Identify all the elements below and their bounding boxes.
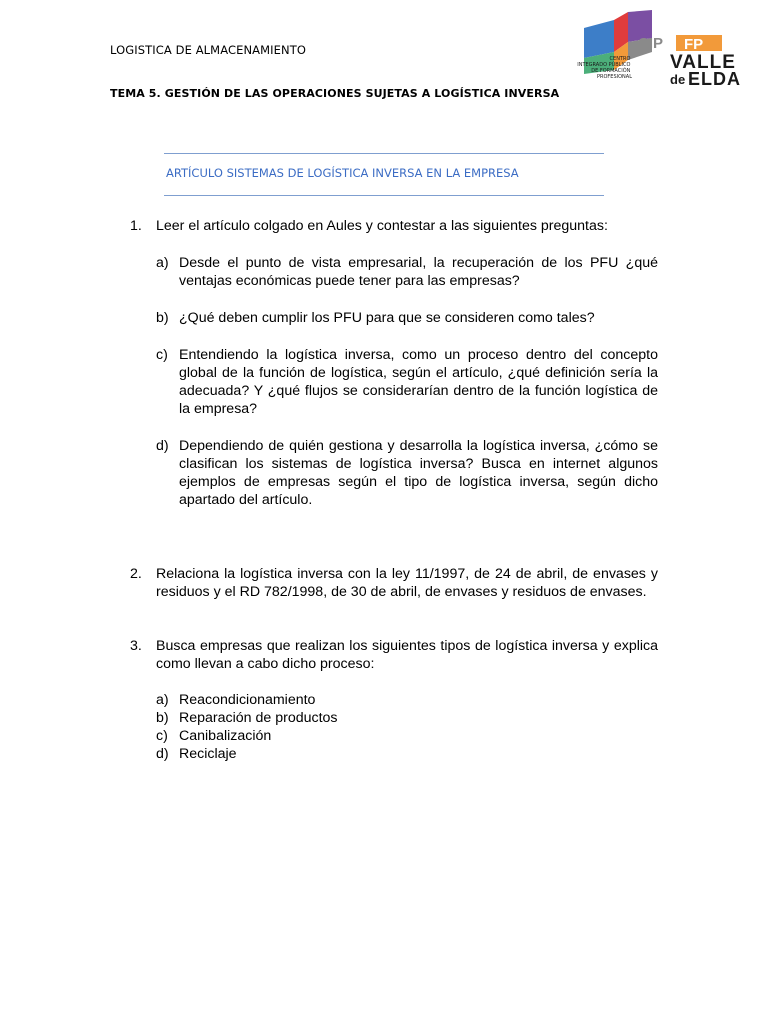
sub-text: Reacondicionamiento	[179, 692, 316, 708]
question-3-sub-a	[130, 691, 658, 709]
question-text: Relaciona la logística inversa con la ley 11/1997, de 24 de abril, de envases y residuos y el RD 782/1998, de 30 de abril, de envases y residuos de envases.	[156, 566, 658, 600]
sub-letter: d)	[156, 438, 169, 454]
logo-fp-text: FP	[684, 36, 704, 53]
logo-elda-text: ELDA	[688, 69, 741, 89]
sub-text: Reparación de productos	[179, 710, 338, 726]
document-subject: LOGISTICA DE ALMACENAMIENTO	[110, 43, 306, 57]
sub-letter: a)	[156, 255, 169, 271]
question-number: 1.	[130, 218, 142, 234]
document-topic: TEMA 5. GESTIÓN DE LAS OPERACIONES SUJETAS A LOGÍSTICA INVERSA	[110, 87, 560, 100]
question-3-sub-c	[130, 727, 658, 745]
logo-de-text: de	[670, 72, 686, 87]
sub-text: ¿Qué deben cumplir los PFU para que se consideren como tales?	[179, 310, 595, 326]
question-number: 3.	[130, 638, 142, 654]
title-rule-bottom	[164, 195, 604, 196]
question-text: Leer el artículo colgado en Aules y contestar a las siguientes preguntas:	[156, 218, 608, 234]
sub-letter: d)	[156, 746, 169, 762]
question-2	[130, 565, 658, 601]
question-1	[130, 217, 658, 235]
sub-letter: b)	[156, 310, 169, 326]
question-1-sub-d	[130, 437, 658, 509]
question-3-sub-d	[130, 745, 658, 763]
sub-text: Entendiendo la logística inversa, como un proceso dentro del concepto global de la función de logística, según el artículo, ¿qué definición sería la adecuada? Y ¿qué flujos se considerarían dentro de la función logística de la empresa?	[179, 347, 658, 417]
logo-valle-text: VALLE	[670, 52, 736, 73]
sub-letter: c)	[156, 347, 168, 363]
question-1-sub-b	[130, 309, 658, 327]
sub-text: Dependiendo de quién gestiona y desarrolla la logística inversa, ¿cómo se clasifican los sistemas de logística inversa? Busca en internet algunos ejemplos de empresas según el tipo de logística inversa, según dicho apartado del artículo.	[179, 438, 658, 508]
logo-small-line-4: PROFESIONAL	[597, 74, 632, 80]
title-rule-top	[164, 153, 604, 154]
logo-small-line-1: CENTRO	[609, 56, 631, 62]
question-1-sub-c	[130, 346, 658, 418]
question-3-sub-b	[130, 709, 658, 727]
sub-text: Desde el punto de vista empresarial, la recuperación de los PFU ¿qué ventajas económicas puede tener para las empresas?	[179, 255, 658, 289]
sub-text: Canibalización	[179, 728, 272, 744]
question-number: 2.	[130, 566, 142, 582]
sub-text: Reciclaje	[179, 746, 237, 762]
sub-letter: c)	[156, 728, 168, 744]
question-list	[130, 217, 658, 763]
logo-small-line-2: INTEGRADO PÚBLICO	[577, 62, 631, 68]
sub-letter: b)	[156, 710, 169, 726]
article-title: ARTÍCULO SISTEMAS DE LOGÍSTICA INVERSA EN LA EMPRESA	[166, 166, 519, 180]
cipfp-valle-de-elda-logo	[566, 8, 754, 90]
question-3	[130, 637, 658, 673]
logo-small-line-3: DE FORMACIÓN	[591, 68, 631, 74]
sub-letter: a)	[156, 692, 169, 708]
question-1-sub-a	[130, 254, 658, 290]
logo-cip-text: CIP	[638, 35, 664, 52]
logo-shape-blue	[584, 20, 614, 58]
question-text: Busca empresas que realizan los siguientes tipos de logística inversa y explica como llevan a cabo dicho proceso:	[156, 638, 658, 672]
